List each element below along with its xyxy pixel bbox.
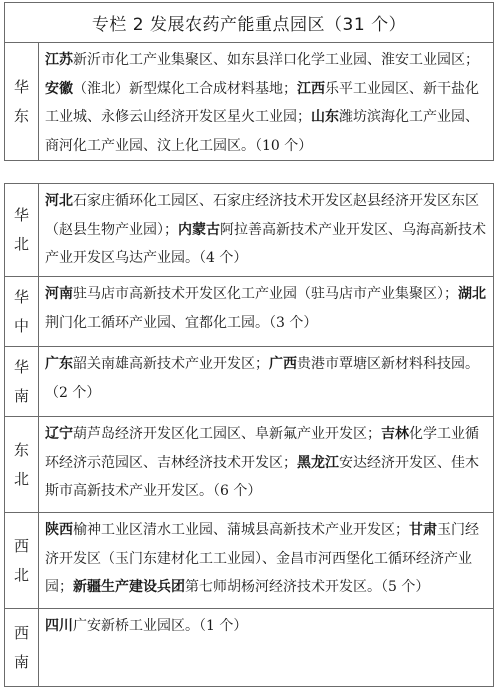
region-content bbox=[39, 513, 493, 608]
region-content bbox=[39, 184, 493, 276]
province-label: 湖北 bbox=[458, 286, 486, 302]
table-regions bbox=[4, 183, 494, 687]
region-content bbox=[39, 417, 493, 512]
region-content bbox=[39, 347, 493, 416]
province-label: 辽宁 bbox=[45, 426, 73, 442]
province-label: 黑龙江 bbox=[297, 454, 339, 471]
region-label: 华 中 bbox=[5, 277, 39, 346]
park-list: 阿拉善高新技术产业开发区、乌海高新技术产业开发区乌达产业园。 bbox=[45, 221, 486, 266]
region-row-north bbox=[5, 184, 493, 277]
province-label: 四川 bbox=[45, 618, 73, 634]
table-east bbox=[4, 2, 494, 161]
province-label: 河南 bbox=[45, 286, 73, 302]
park-count: （2 个） bbox=[45, 384, 101, 401]
region-content bbox=[39, 609, 493, 686]
province-label: 河北 bbox=[45, 193, 73, 209]
region-label: 西 南 bbox=[5, 609, 39, 686]
region-label: 华 东 bbox=[5, 43, 39, 160]
park-list: 第七师胡杨河经济技术开发区。 bbox=[185, 579, 381, 595]
province-label: 江苏 bbox=[45, 52, 73, 68]
region-row-northwest bbox=[5, 513, 493, 609]
park-count: （4 个） bbox=[199, 250, 248, 266]
region-row-south bbox=[5, 347, 493, 417]
park-list: 化学工业循环经济示范园区、吉林经济技术开发区； bbox=[45, 426, 479, 471]
province-label: 新疆生产建设兵团 bbox=[73, 579, 185, 595]
region-row-central bbox=[5, 277, 493, 347]
park-list: 贵港市覃塘区新材料科技园。 bbox=[297, 356, 479, 372]
park-list: （淮北）新型煤化工合成材料基地； bbox=[73, 80, 297, 97]
region-label: 东 北 bbox=[5, 417, 39, 512]
province-label: 陕西 bbox=[45, 522, 73, 538]
table-title: 专栏 2 发展农药产能重点园区（31 个） bbox=[5, 3, 493, 43]
park-list: 潍坊滨海化工产业园、商河化工产业园、汶上化工园区。 bbox=[45, 109, 479, 154]
province-label: 江西 bbox=[297, 80, 325, 97]
park-count: （5 个） bbox=[381, 579, 430, 595]
park-list: 安达经济开发区、佳木斯市高新技术产业开发区。 bbox=[45, 454, 479, 499]
region-label: 华 南 bbox=[5, 347, 39, 416]
region-label: 西 北 bbox=[5, 513, 39, 608]
region-row-east bbox=[5, 43, 493, 160]
park-list: 韶关南雄高新技术产业开发区； bbox=[73, 356, 269, 372]
park-list: 葫芦岛经济开发区化工园区、阜新氟产业开发区； bbox=[73, 426, 381, 442]
park-list: 石家庄循环化工园区、石家庄经济技术开发区赵县经济开发区东区（赵县生物产业园）； bbox=[45, 193, 479, 238]
park-count: （6 个） bbox=[213, 483, 262, 499]
park-list: 乐平工业园区、新干盐化工业城、永修云山经济开发区星火工业园； bbox=[45, 80, 479, 125]
park-count: （10 个） bbox=[255, 137, 313, 154]
park-list: 榆神工业区清水工业园、蒲城县高新技术产业开发区； bbox=[73, 522, 409, 538]
park-list: 荆门化工循环产业园、宜都化工园。 bbox=[45, 314, 269, 331]
region-row-northeast bbox=[5, 417, 493, 513]
park-list: 玉门经济开发区（玉门东建材化工工业园）、金昌市河西堡化工循环经济产业园； bbox=[45, 522, 479, 595]
province-label: 吉林 bbox=[381, 426, 409, 442]
region-content bbox=[39, 43, 493, 160]
province-label: 山东 bbox=[311, 109, 339, 125]
province-label: 安徽 bbox=[45, 80, 73, 97]
park-count: （3 个） bbox=[269, 314, 318, 331]
province-label: 内蒙古 bbox=[178, 221, 220, 238]
park-count: （1 个） bbox=[199, 618, 248, 634]
province-label: 广西 bbox=[269, 356, 297, 372]
park-list: 广安新桥工业园区。 bbox=[73, 618, 199, 634]
region-row-southwest bbox=[5, 609, 493, 686]
province-label: 甘肃 bbox=[409, 522, 437, 538]
region-label: 华 北 bbox=[5, 184, 39, 276]
park-list: 驻马店市高新技术开发区化工产业园（驻马店市产业集聚区）； bbox=[73, 286, 458, 302]
province-label: 广东 bbox=[45, 356, 73, 372]
region-content bbox=[39, 277, 493, 346]
park-list: 新沂市化工产业集聚区、如东县洋口化学工业园、淮安工业园区； bbox=[73, 52, 479, 68]
